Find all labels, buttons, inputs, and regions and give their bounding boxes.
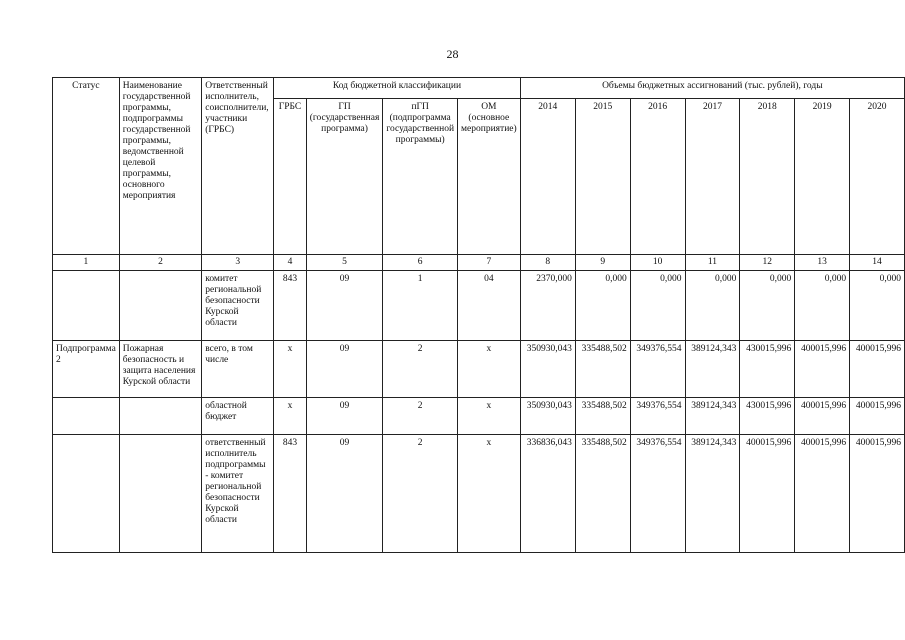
- value-cell: 400015,996: [850, 398, 905, 435]
- pgp-cell: 2: [383, 341, 458, 398]
- value-cell: 400015,996: [795, 435, 850, 553]
- column-number: 4: [274, 255, 306, 271]
- column-number: 1: [53, 255, 120, 271]
- volumes-header: Объемы бюджетных ассигнований (тыс. рублей), годы: [520, 78, 904, 99]
- column-number: 2: [119, 255, 201, 271]
- grbs-cell: 843: [274, 435, 306, 553]
- om-cell: х: [458, 341, 521, 398]
- value-cell: 335488,502: [575, 398, 630, 435]
- responsible-cell: всего, в том числе: [202, 341, 274, 398]
- table-row: [53, 435, 905, 553]
- budget-table: [52, 77, 905, 553]
- value-cell: 430015,996: [740, 341, 795, 398]
- gp-cell: 09: [306, 435, 383, 553]
- table-row: [53, 271, 905, 341]
- value-cell: 335488,502: [575, 341, 630, 398]
- pgp-cell: 1: [383, 271, 458, 341]
- header-row-1: [53, 78, 905, 99]
- value-cell: 0,000: [740, 271, 795, 341]
- gp-header: ГП (государственная программа): [306, 99, 383, 255]
- pgp-header: пГП (подпрограмма государственной программы): [383, 99, 458, 255]
- status-header: Статус: [53, 78, 120, 255]
- value-cell: 389124,343: [685, 435, 740, 553]
- gp-cell: 09: [306, 341, 383, 398]
- status-cell: [53, 271, 120, 341]
- gp-cell: 09: [306, 271, 383, 341]
- responsible-cell: областной бюджет: [202, 398, 274, 435]
- status-cell: [53, 435, 120, 553]
- year-header: 2017: [685, 99, 740, 255]
- value-cell: 400015,996: [795, 398, 850, 435]
- value-cell: 0,000: [630, 271, 685, 341]
- value-cell: 0,000: [795, 271, 850, 341]
- value-cell: 0,000: [685, 271, 740, 341]
- responsible-header: Ответственный исполнитель, соисполнители, участники (ГРБС): [202, 78, 274, 255]
- pgp-cell: 2: [383, 398, 458, 435]
- table-row: [53, 341, 905, 398]
- column-number: 14: [850, 255, 905, 271]
- column-number: 9: [575, 255, 630, 271]
- responsible-cell: комитет региональной безопасности Курской области: [202, 271, 274, 341]
- column-number: 5: [306, 255, 383, 271]
- om-cell: 04: [458, 271, 521, 341]
- column-number: 6: [383, 255, 458, 271]
- om-cell: х: [458, 435, 521, 553]
- column-number: 3: [202, 255, 274, 271]
- value-cell: 350930,043: [520, 398, 575, 435]
- value-cell: 350930,043: [520, 341, 575, 398]
- grbs-cell: х: [274, 398, 306, 435]
- name-header: Наименование государственной программы, подпрограммы государственной программы, ведомственной целевой программы, основного мероприятия: [119, 78, 201, 255]
- value-cell: 400015,996: [795, 341, 850, 398]
- status-cell: Подпрограмма 2: [53, 341, 120, 398]
- value-cell: 400015,996: [850, 435, 905, 553]
- year-header: 2014: [520, 99, 575, 255]
- om-cell: х: [458, 398, 521, 435]
- name-cell: [119, 435, 201, 553]
- year-header: 2018: [740, 99, 795, 255]
- year-header: 2016: [630, 99, 685, 255]
- page-number: 28: [446, 47, 459, 61]
- om-header: ОМ (основное мероприятие): [458, 99, 521, 255]
- name-cell: Пожарная безопасность и защита населения Курской области: [119, 341, 201, 398]
- column-number: 8: [520, 255, 575, 271]
- value-cell: 349376,554: [630, 341, 685, 398]
- value-cell: 2370,000: [520, 271, 575, 341]
- value-cell: 389124,343: [685, 341, 740, 398]
- column-number: 11: [685, 255, 740, 271]
- value-cell: 430015,996: [740, 398, 795, 435]
- value-cell: 349376,554: [630, 398, 685, 435]
- gp-cell: 09: [306, 398, 383, 435]
- grbs-cell: х: [274, 341, 306, 398]
- year-header: 2020: [850, 99, 905, 255]
- column-number: 13: [795, 255, 850, 271]
- table-row: [53, 398, 905, 435]
- status-cell: [53, 398, 120, 435]
- name-cell: [119, 271, 201, 341]
- value-cell: 335488,502: [575, 435, 630, 553]
- value-cell: 400015,996: [850, 341, 905, 398]
- column-number-row: [53, 255, 905, 271]
- year-header: 2015: [575, 99, 630, 255]
- responsible-cell: ответственный исполнитель подпрограммы - комитет региональной безопасности Курской области: [202, 435, 274, 553]
- year-header: 2019: [795, 99, 850, 255]
- value-cell: 0,000: [575, 271, 630, 341]
- pgp-cell: 2: [383, 435, 458, 553]
- column-number: 7: [458, 255, 521, 271]
- name-cell: [119, 398, 201, 435]
- grbs-cell: 843: [274, 271, 306, 341]
- column-number: 12: [740, 255, 795, 271]
- value-cell: 400015,996: [740, 435, 795, 553]
- value-cell: 0,000: [850, 271, 905, 341]
- value-cell: 349376,554: [630, 435, 685, 553]
- value-cell: 336836,043: [520, 435, 575, 553]
- grbs-header: ГРБС: [274, 99, 306, 255]
- budget-code-header: Код бюджетной классификации: [274, 78, 520, 99]
- value-cell: 389124,343: [685, 398, 740, 435]
- column-number: 10: [630, 255, 685, 271]
